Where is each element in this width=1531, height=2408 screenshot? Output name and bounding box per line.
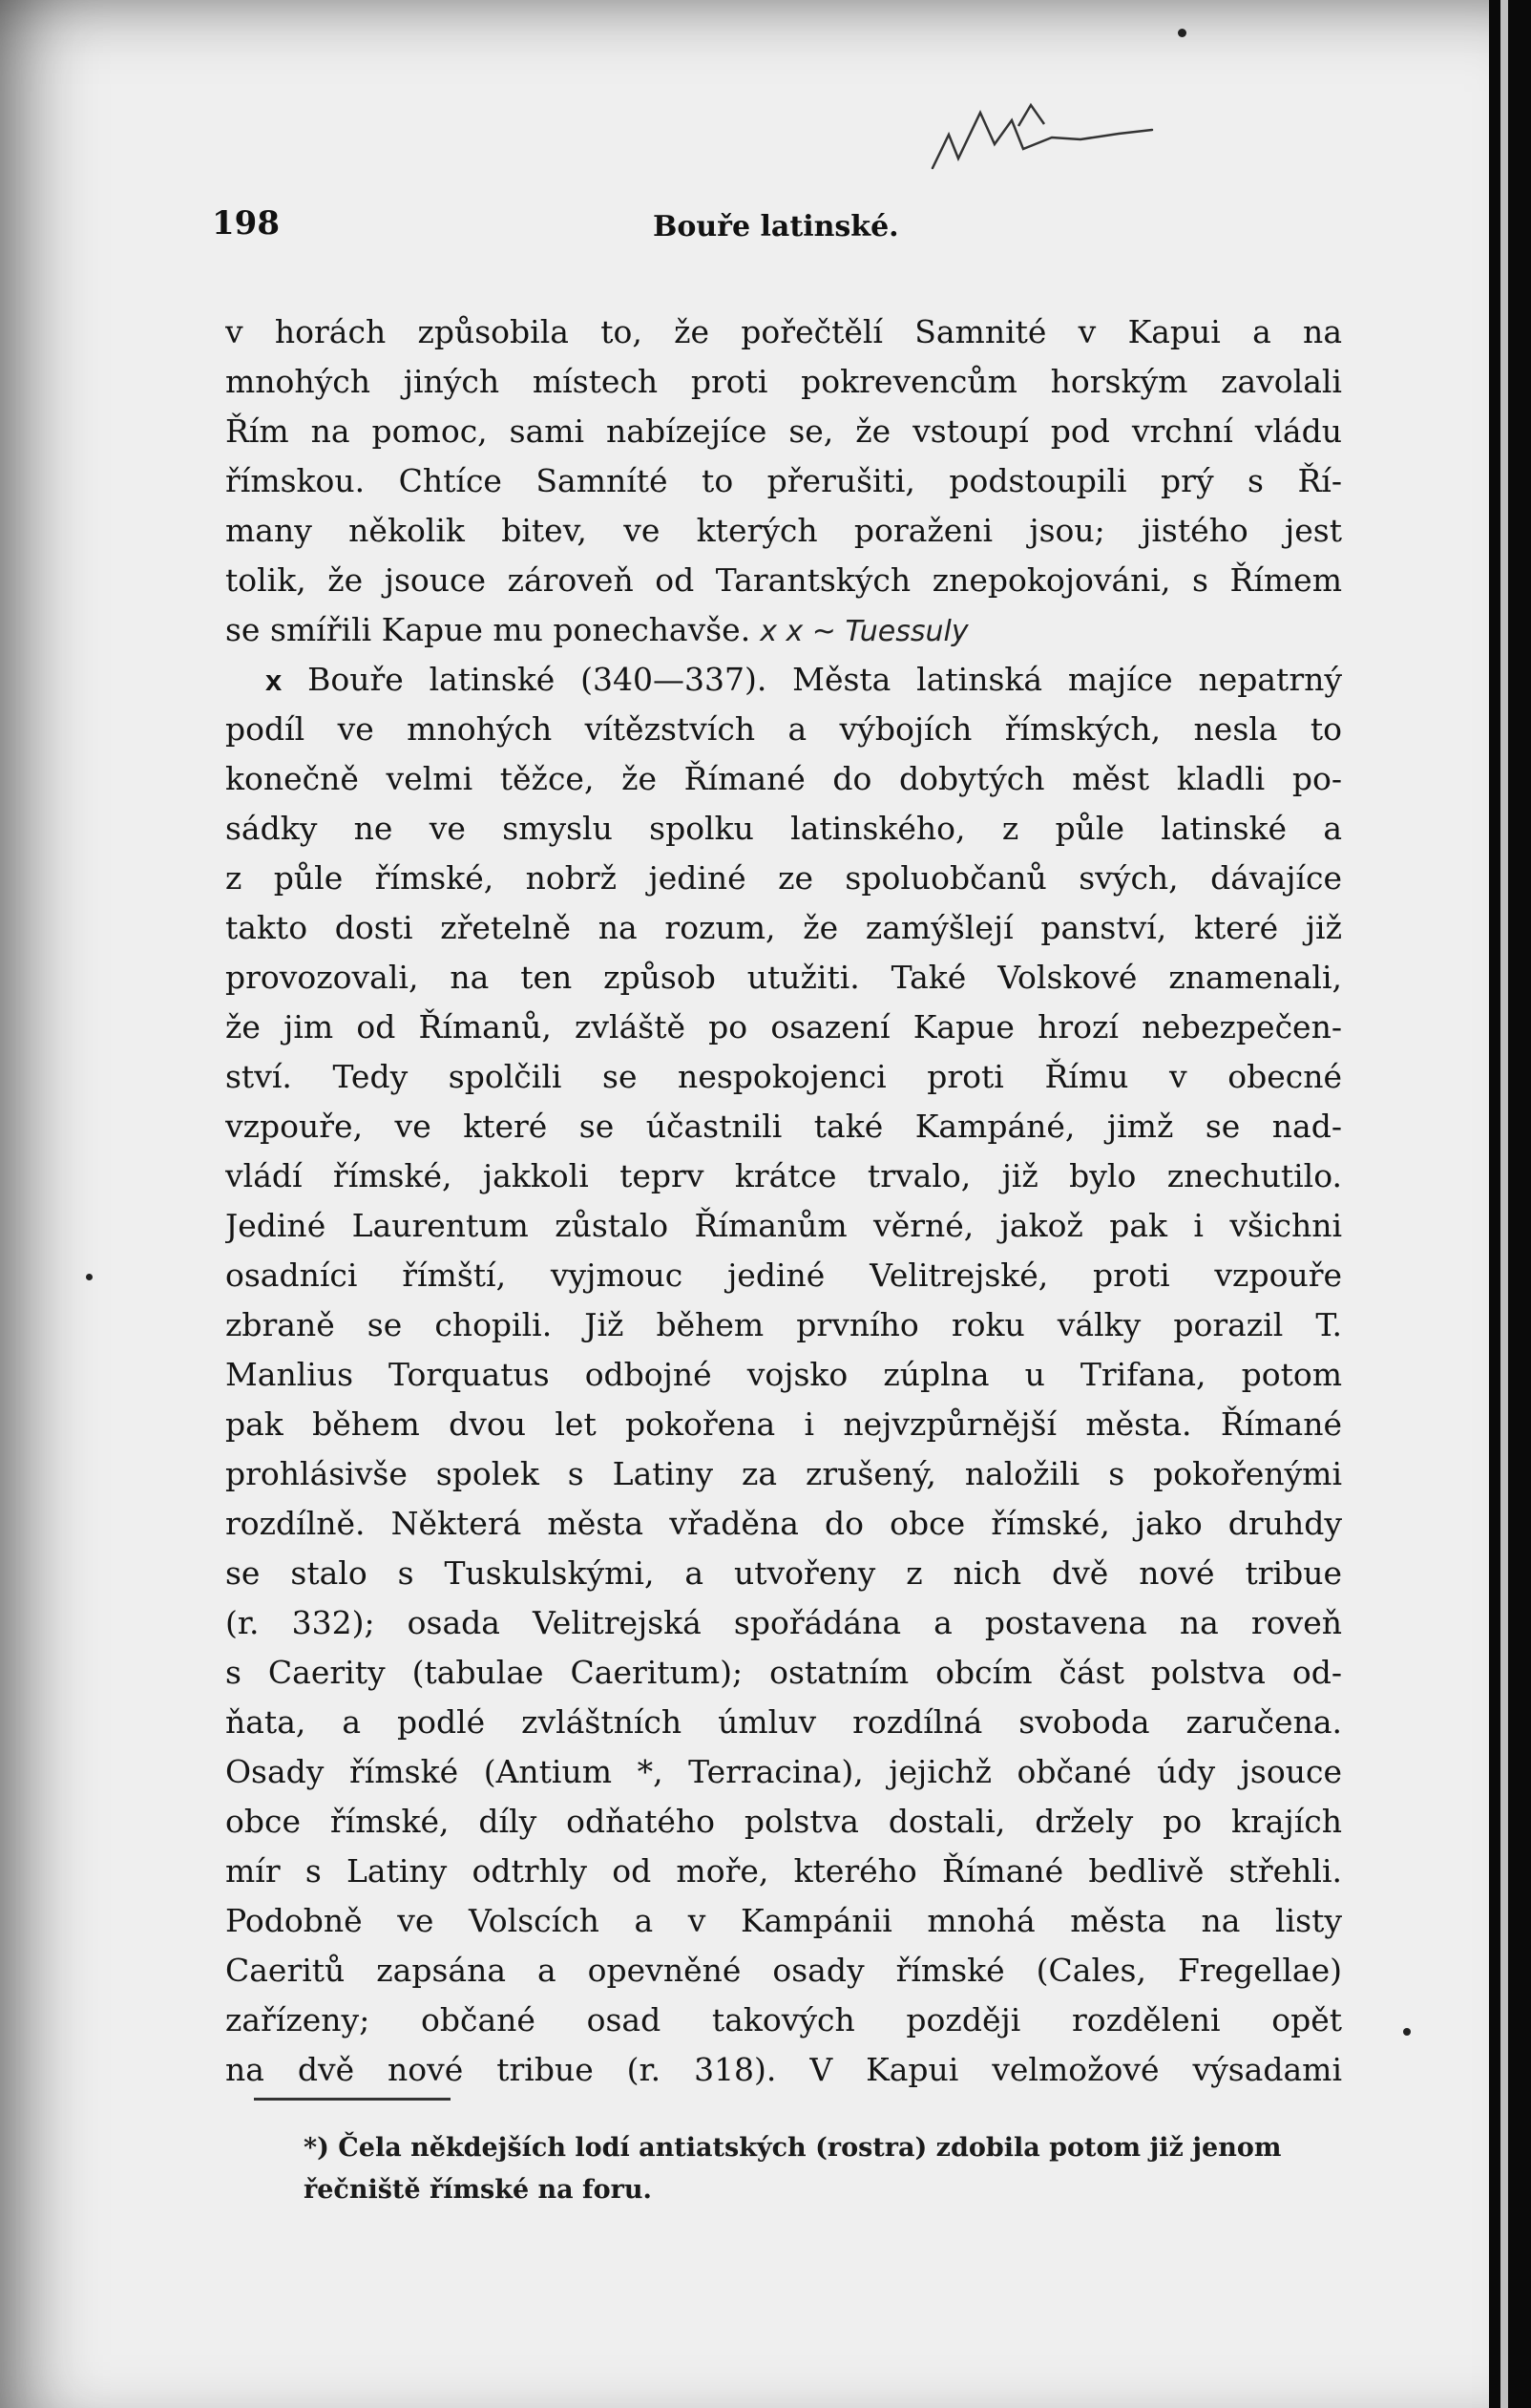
- text-line: z půle římské, nobrž jediné ze spoluobčanů svých, dávajíce: [225, 859, 1342, 897]
- pencil-scribble-icon: [928, 92, 1157, 197]
- text-line: obce římské, díly odňatého polstva dostali, držely po krajích: [225, 1803, 1342, 1840]
- text-line: takto dosti zřetelně na rozum, že zamýšlejí panství, které již: [225, 909, 1342, 946]
- footnote: [304, 2127, 1363, 2211]
- text-line: zbraně se chopili. Již během prvního roku války porazil T.: [225, 1306, 1342, 1343]
- body-text: [225, 307, 1342, 2095]
- text-line: mnohých jiných místech proti pokrevencům horským zavolali: [225, 363, 1342, 400]
- text-line: Řím na pomoc, sami nabízejíce se, že vstoupí pod vrchní vládu: [225, 412, 1342, 450]
- footnote-divider: [254, 2098, 451, 2101]
- text-line-content: Bouře latinské (340—337). Města latinská majíce nepatrný: [307, 661, 1342, 698]
- text-line: provozovali, na ten způsob utužiti. Také Volskové znamenali,: [225, 959, 1342, 996]
- text-line: Caeritů zapsána a opevněné osady římské (Cales, Fregellae): [225, 1952, 1342, 1989]
- scan-speck: [1403, 2028, 1411, 2036]
- text-line: Jediné Laurentum zůstalo Římanům věrné, jakož pak i všichni: [225, 1207, 1342, 1244]
- text-line: v horách způsobila to, že pořečtělí Samnité v Kapui a na: [225, 313, 1342, 350]
- text-line: že jim od Římanů, zvláště po osazení Kapue hrozí nebezpečen-: [225, 1008, 1342, 1046]
- text-line-content: se smířili Kapue mu ponechavše.: [225, 611, 751, 648]
- scan-speck: [1178, 29, 1186, 37]
- text-line: mír s Latiny odtrhly od moře, kterého Římané bedlivě střehli.: [225, 1852, 1342, 1890]
- text-line: Podobně ve Volscích a v Kampánii mnohá města na listy: [225, 1902, 1342, 1939]
- text-line: sádky ne ve smyslu spolku latinského, z půle latinské a: [225, 810, 1342, 847]
- footnote-line: řečniště římské na foru.: [304, 2175, 652, 2205]
- section-marker: x: [265, 664, 283, 697]
- text-line: s Caerity (tabulae Caeritum); ostatním obcím část polstva od-: [225, 1654, 1342, 1691]
- text-line: [225, 605, 1342, 655]
- text-line: pak během dvou let pokořena i nejvzpůrnější města. Římané: [225, 1405, 1342, 1443]
- text-line: tolik, že jsouce zároveň od Tarantských znepokojováni, s Římem: [225, 561, 1342, 599]
- text-line: rozdílně. Některá města vřaděna do obce římské, jako druhdy: [225, 1505, 1342, 1542]
- text-line: se stalo s Tuskulskými, a utvořeny z nich dvě nové tribue: [225, 1554, 1342, 1592]
- text-line: vládí římské, jakkoli teprv krátce trvalo, již bylo znechutilo.: [225, 1157, 1342, 1194]
- text-line: konečně velmi těžce, že Římané do dobytých měst kladli po-: [225, 760, 1342, 797]
- text-line: Osady římské (Antium *, Terracina), jejichž občané údy jsouce: [225, 1753, 1342, 1790]
- scan-speck: [86, 1274, 93, 1280]
- text-line: Manlius Torquatus odbojné vojsko zúplna u Trifana, potom: [225, 1356, 1342, 1393]
- handwritten-note: x x ~ Tuessuly: [760, 615, 969, 648]
- page-number: 198: [212, 204, 280, 243]
- text-line: podíl ve mnohých vítězstvích a výbojích římských, nesla to: [225, 710, 1342, 748]
- text-line: prohlásivše spolek s Latiny za zrušený, naložili s pokořenými: [225, 1455, 1342, 1492]
- running-title: Bouře latinské.: [653, 210, 899, 243]
- text-line: (r. 332); osada Velitrejská spořádána a postavena na roveň: [225, 1604, 1342, 1641]
- scan-edge: [1489, 0, 1531, 2408]
- footnote-line: *) Čela někdejších lodí antiatských (rostra) zdobila potom již jenom: [304, 2133, 1282, 2163]
- text-line: ňata, a podlé zvláštních úmluv rozdílná svoboda zaručena.: [225, 1703, 1342, 1741]
- text-line: many několik bitev, ve kterých poraženi jsou; jistého jest: [225, 512, 1342, 549]
- text-line: na dvě nové tribue (r. 318). V Kapui velmožové výsadami: [225, 2051, 1342, 2088]
- text-line: osadníci římští, vyjmouc jediné Velitrejské, proti vzpouře: [225, 1257, 1342, 1294]
- text-line: ství. Tedy spolčili se nespokojenci proti Římu v obecné: [225, 1058, 1342, 1095]
- text-line: vzpouře, ve které se účastnili také Kampáné, jimž se nad-: [225, 1108, 1342, 1145]
- text-line: římskou. Chtíce Samníté to přerušiti, podstoupili prý s Ří-: [225, 462, 1342, 499]
- running-head: [212, 204, 1357, 262]
- section-heading-line: [225, 655, 1342, 705]
- scan-edge-strip: [1500, 0, 1508, 2408]
- text-line: zařízeny; občané osad takových později rozděleni opět: [225, 2001, 1342, 2038]
